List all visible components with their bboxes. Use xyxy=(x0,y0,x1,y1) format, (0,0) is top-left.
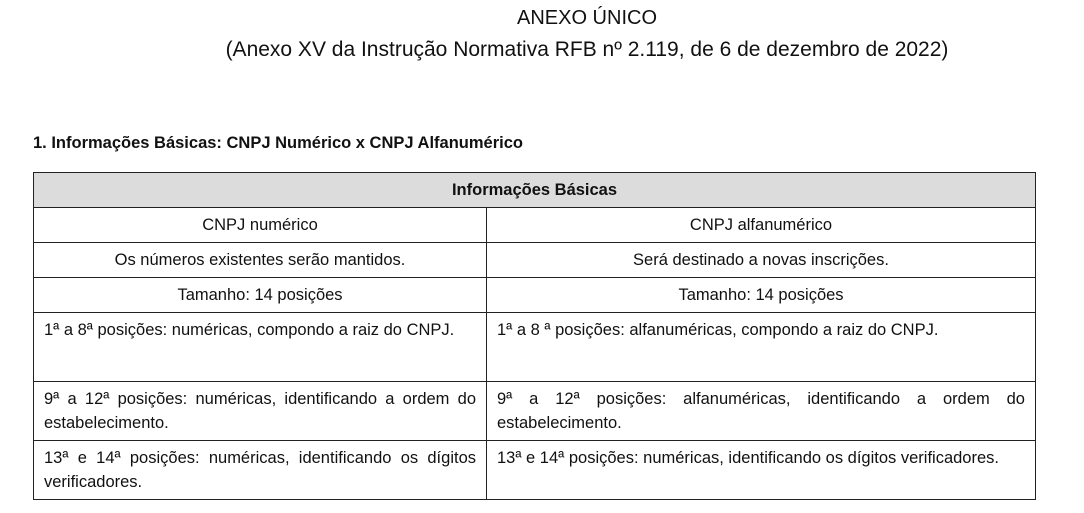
column-header-alphanumeric: CNPJ alfanumérico xyxy=(487,208,1036,243)
table-row xyxy=(34,441,1036,500)
table-row xyxy=(34,382,1036,441)
table-row xyxy=(34,313,1036,382)
column-header-numeric: CNPJ numérico xyxy=(34,208,487,243)
document-subtitle: (Anexo XV da Instrução Normativa RFB nº 2.119, de 6 de dezembro de 2022) xyxy=(225,38,949,61)
table-cell: 13ª e 14ª posições: numéricas, identificando os dígitos verificadores. xyxy=(487,441,1036,500)
table-cell: 1ª a 8 ª posições: alfanuméricas, compondo a raiz do CNPJ. xyxy=(487,313,1036,382)
column-header-row xyxy=(34,208,1036,243)
table-row xyxy=(34,243,1036,278)
table-cell: Tamanho: 14 posições xyxy=(487,278,1036,313)
table-cell: 1ª a 8ª posições: numéricas, compondo a raiz do CNPJ. xyxy=(34,313,487,382)
table-cell: 9ª a 12ª posições: alfanuméricas, identificando a ordem do estabelecimento. xyxy=(487,382,1036,441)
table-cell: 9ª a 12ª posições: numéricas, identificando a ordem do estabelecimento. xyxy=(34,382,487,441)
table-cell: Os números existentes serão mantidos. xyxy=(34,243,487,278)
table-row xyxy=(34,278,1036,313)
section-heading: 1. Informações Básicas: CNPJ Numérico x CNPJ Alfanumérico xyxy=(33,134,523,152)
table-cell: 13ª e 14ª posições: numéricas, identificando os dígitos verificadores. xyxy=(34,441,487,500)
table-cell: Será destinado a novas inscrições. xyxy=(487,243,1036,278)
table-header-row xyxy=(34,173,1036,208)
basic-info-table xyxy=(33,172,1036,500)
table-header: Informações Básicas xyxy=(34,173,1036,208)
table-cell: Tamanho: 14 posições xyxy=(34,278,487,313)
document-title: ANEXO ÚNICO xyxy=(516,7,658,29)
